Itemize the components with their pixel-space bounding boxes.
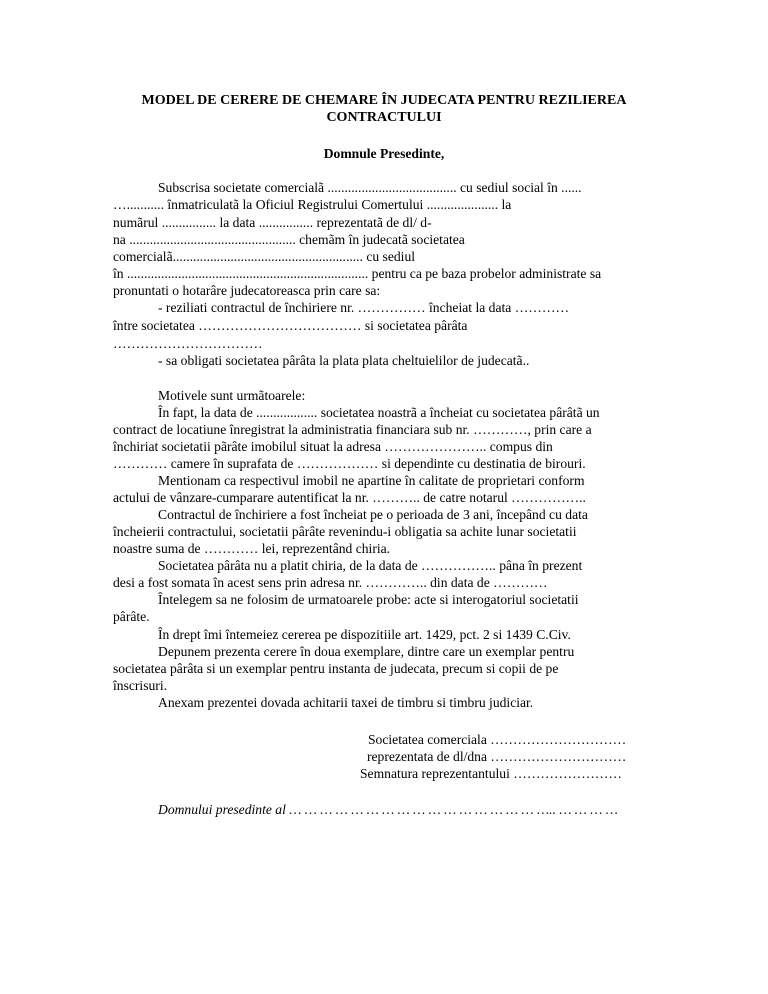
request-item-continued: între societatea ……………………………… si societatea pârâta [113,318,468,333]
intro-line: numãrul ................ la data ................ reprezentatã de dl/ d- [113,215,432,230]
motives-line: pârâte. [113,609,150,624]
intro-line: pronuntati o hotarâre judecatoreasca prin care sa: [113,283,381,298]
motives-line: desi a fost somata în acest sens prin adresa nr. ………….. din data de ………… [113,575,548,590]
intro-line: Subscrisa societate comercialã ...................................... cu sediul social în ...... [158,180,582,195]
motives-line: încheierii contractului, societatii pârâte revenindu-i obligatia sa achite lunar societatii [113,524,577,539]
motives-line: Contractul de închiriere a fost încheiat pe o perioada de 3 ani, începând cu data [158,507,588,522]
motives-line: În drept îmi întemeiez cererea pe dispozitiile art. 1429, pct. 2 si 1439 C.Civ. [158,627,571,642]
signature-representative: reprezentata de dl/dna ………………………… [367,749,627,764]
motives-line: închiriat societatii pãrâte imobilul situat la adresa ………………….. compus din [113,439,553,454]
motives-line: Anexam prezentei dovada achitarii taxei de timbru si timbru judiciar. [158,695,534,710]
motives-line: Societatea pârâta nu a platit chiria, de la data de …………….. pâna în prezent [158,558,583,573]
motives-line: În fapt, la data de .................. societatea noastrã a încheiat cu societatea pârâtã un [158,405,600,420]
request-item: - reziliati contractul de închiriere nr. …………… încheiat la data ………… [158,300,570,315]
motives-line: societatea pârâta si un exemplar pentru instanta de judecata, precum si copii de pe [113,661,559,676]
signature-company: Societatea comerciala ………………………… [368,732,627,747]
document-title-continued: CONTRACTULUI [326,110,442,125]
request-item-continued: …………………………… [113,336,263,351]
motives-line: Depunem prezenta cerere în doua exemplare, dintre care un exemplar pentru [158,644,575,659]
motives-line: Întelegem sa ne folosim de urmatoarele probe: acte si interogatoriul societatii [158,592,579,607]
signature-line: Semnatura reprezentantului …………………… [360,766,622,781]
motives-line: înscrisuri. [113,678,167,693]
intro-line: …........... înmatriculatã la Oficiul Registrului Comertului ..................... la [113,197,512,212]
motives-heading: Motivele sunt urmãtoarele: [158,388,306,403]
intro-line: în ....................................................................... pentru ca pe baza probelor administrate sa [113,266,602,281]
salutation: Domnule Presedinte, [323,146,445,161]
motives-line: ………… camere în suprafata de ……………… si dependinte cu destinatia de birouri. [113,456,586,471]
motives-line: Mentionam ca respectivul imobil ne apartine în calitate de proprietari conform [158,473,585,488]
intro-line: comercialã........................................................ cu sediul [113,249,416,264]
intro-line: na ................................................. chemãm în judecatã societatea [113,232,465,247]
document-title: MODEL DE CERERE DE CHEMARE ÎN JUDECATA PENTRU REZILIEREA [141,93,627,108]
motives-line: actului de vânzare-cumparare autentificat la nr. ……….. de catre notarul …………….. [113,490,586,505]
request-item: - sa obligati societatea pârâta la plata plata cheltuielilor de judecatã.. [158,353,530,368]
closing-address: Domnului presedinte al … … … … … … … … … … … … … … … … ….. … … … … [158,802,618,817]
motives-line: noastre suma de ………… lei, reprezentând chiria. [113,541,391,556]
motives-line: contract de locatiune înregistrat la administratia financiara sub nr. …………, prin care a [113,422,592,437]
